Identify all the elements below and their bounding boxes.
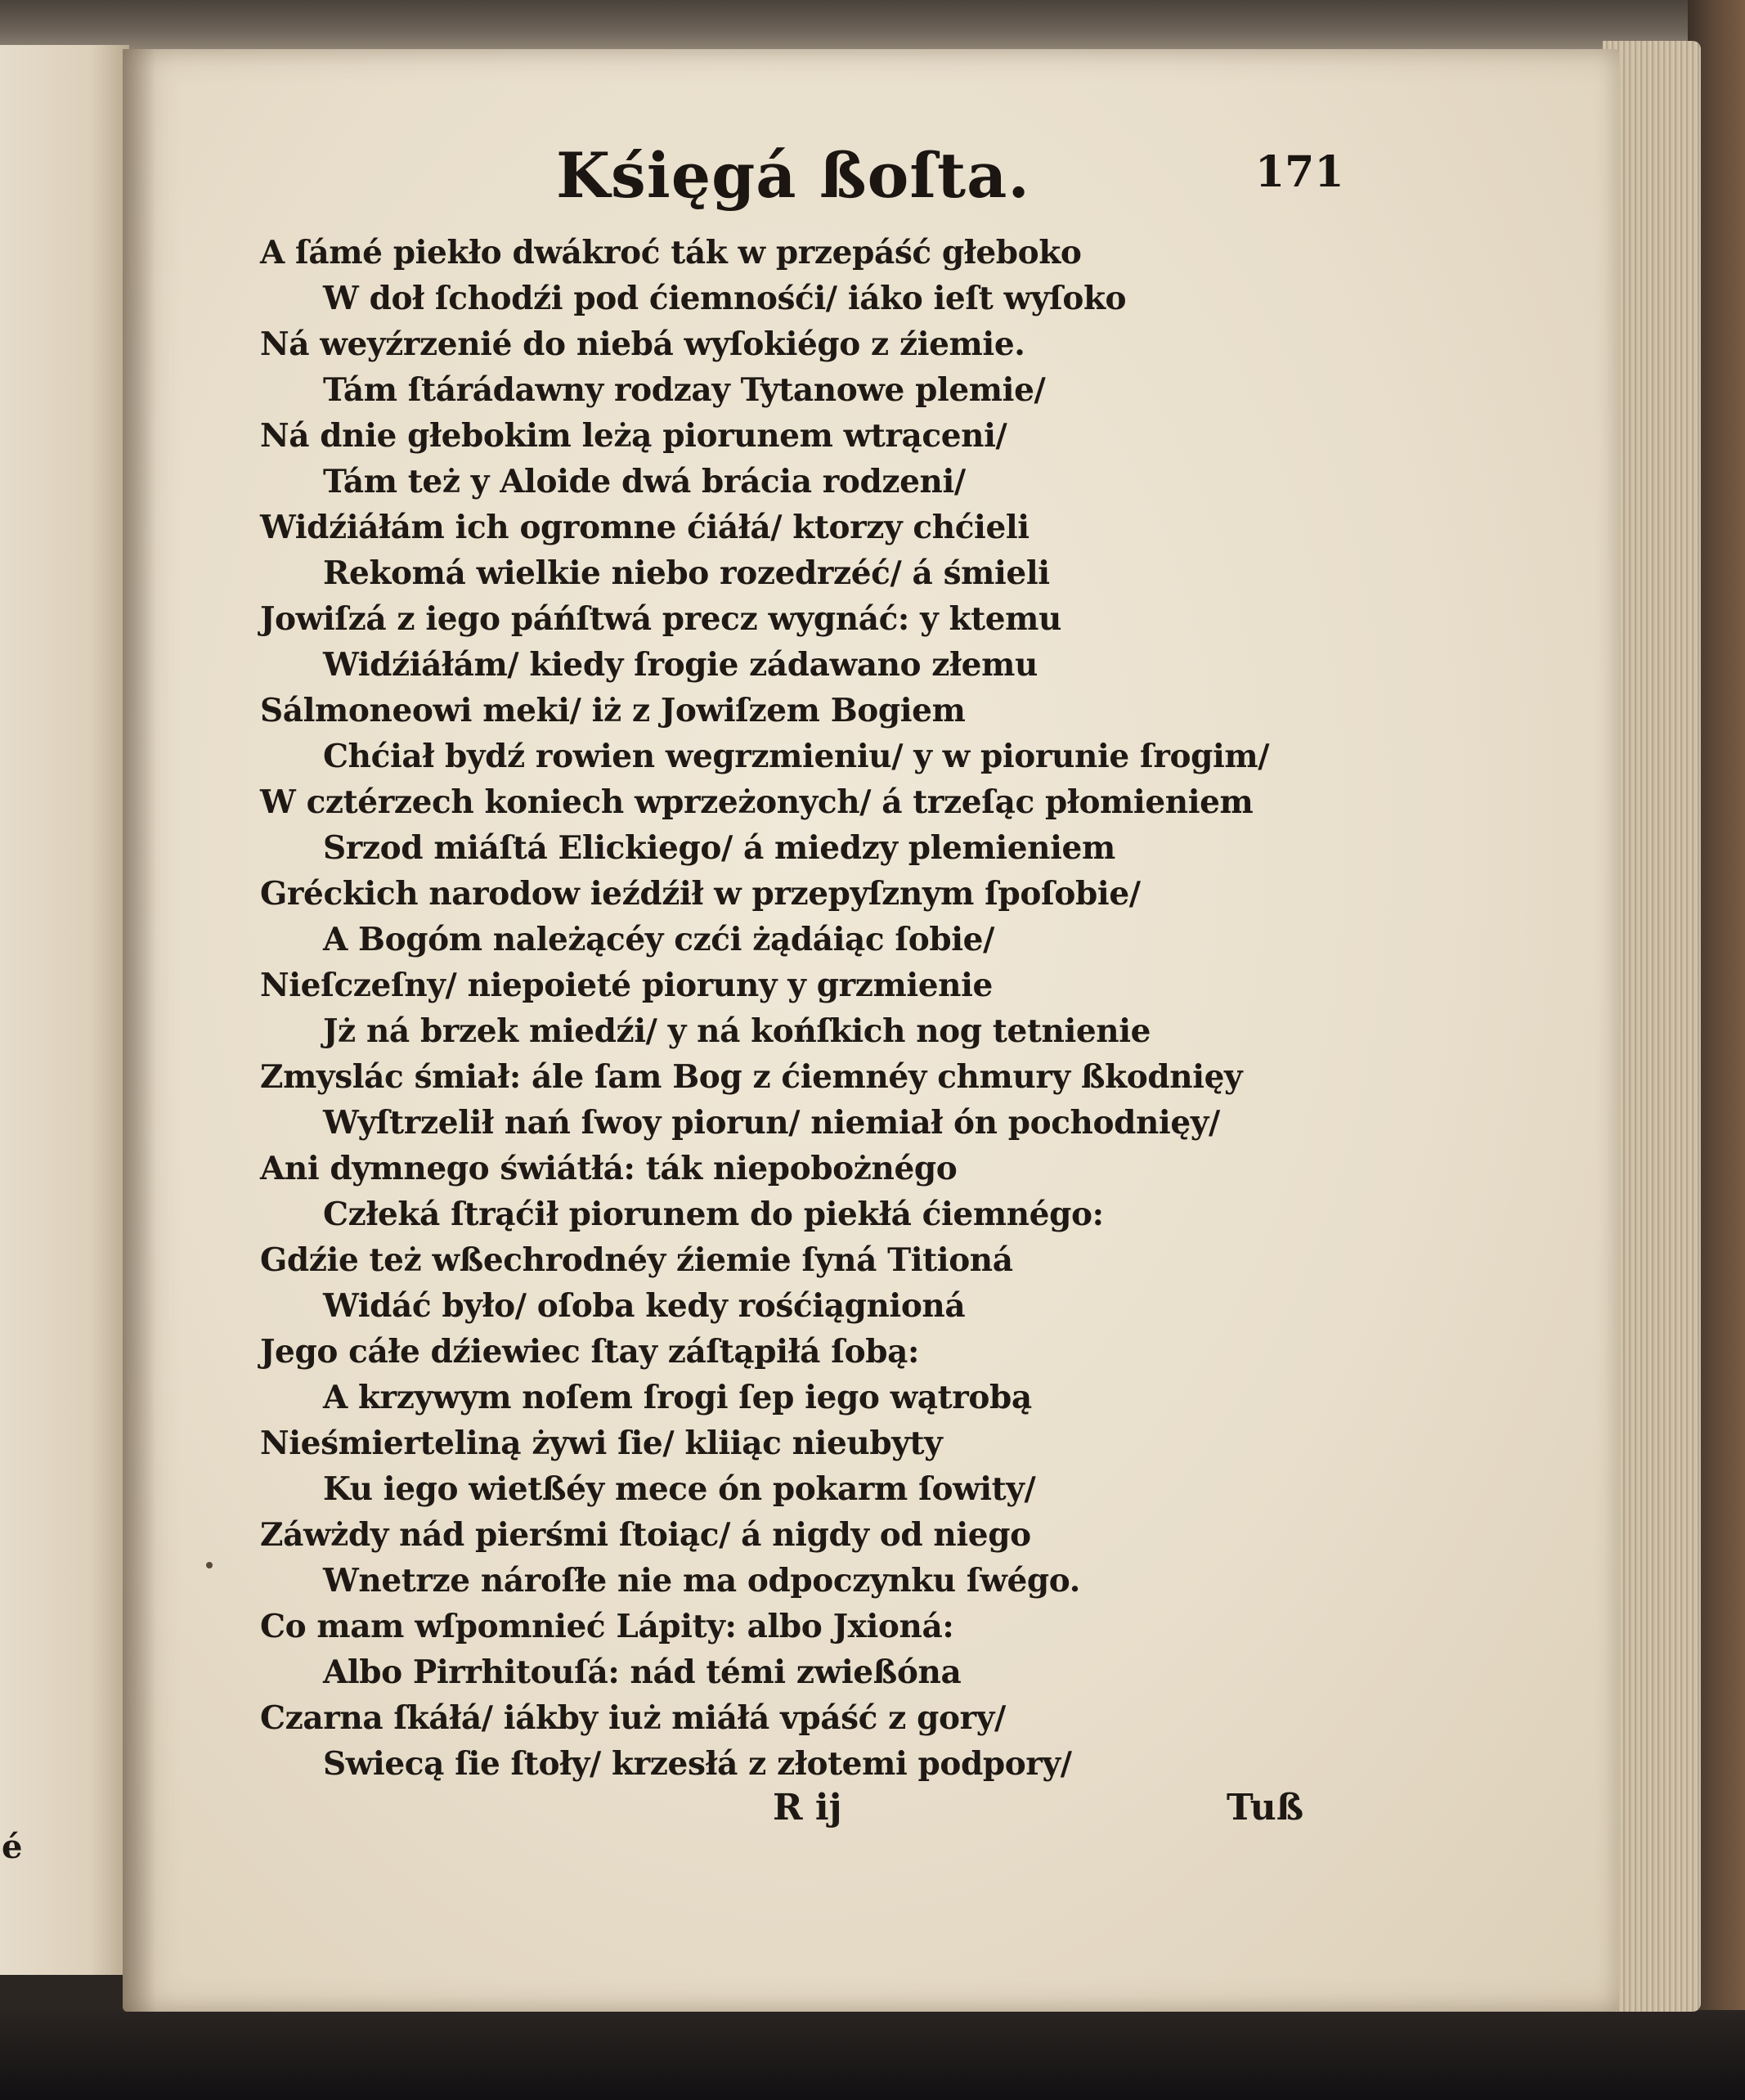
verse-line: Wnetrze nároſłe nie ma odpoczynku ſwégo.	[323, 1562, 1080, 1600]
verse-line: Widáć było/ oſoba kedy rośćiągnioná	[323, 1287, 966, 1325]
verse-line: Tám ſtárádawny rodzay Tytanowe plemie/	[323, 371, 1046, 409]
verse-line: Wyſtrzelił nań ſwoy piorun/ niemiał ón pochodnięy/	[323, 1104, 1220, 1142]
verse-line: Ani dymnego świátłá: ták niepobożnégo	[260, 1150, 958, 1187]
verse-line: Ná dnie głebokim leżą piorunem wtrąceni/	[260, 417, 1007, 455]
verse-line: Swiecą ſie ſtoły/ krzesłá z złotemi podpory/	[323, 1745, 1072, 1783]
left-page-edge-char: é	[2, 1828, 23, 1866]
verse-line: W doł ſchodźi pod ćiemnośći/ iáko ieſt wyſoko	[323, 280, 1127, 317]
verse-line: Jowiſzá z iego páńſtwá precz wygnáć: y ktemu	[260, 600, 1062, 638]
verse-line: Człeká ſtrąćił piorunem do piekłá ćiemnégo:	[323, 1196, 1104, 1233]
background-top-edge	[0, 0, 1745, 49]
left-page-edge	[0, 45, 129, 1975]
page-gutter-shadow	[123, 49, 155, 2012]
verse-line: Gdźie też wßechrodnéy źiemie ſyná Titioná	[260, 1241, 1013, 1279]
verse-line: Jego cáłe dźiewiec ſtay záſtąpiłá ſobą:	[260, 1333, 919, 1371]
catchword: Tuß	[1227, 1787, 1304, 1829]
verse-line: Srzod miáſtá Elickiego/ á miedzy plemieniem	[323, 829, 1115, 867]
verse-line: W cztérzech koniech wprzeżonych/ á trzeſąc płomieniem	[260, 783, 1254, 821]
verse-line: A Bogóm należącéy czći żądáiąc ſobie/	[323, 921, 994, 958]
verse-line: Co mam wſpomnieć Lápity: albo Jxioná:	[260, 1608, 954, 1645]
verse-line: Jż ná brzek miedźi/ y ná końſkich nog tetnienie	[323, 1012, 1151, 1050]
verse-line: Albo Pirrhitouſá: nád témi zwießóna	[323, 1654, 962, 1691]
verse-line: Widźiáłám/ kiedy ſrogie zádawano złemu	[323, 646, 1038, 684]
verse-line: Ná weyźrzenié do niebá wyſokiégo z źiemie.	[260, 325, 1025, 363]
folio-number: 171	[1255, 147, 1344, 197]
ink-speck	[206, 1562, 213, 1568]
signature-mark: R ij	[773, 1787, 842, 1829]
verse-line: Gréckich narodow ieźdźił w przepyſznym ſpoſobie/	[260, 875, 1141, 913]
verse-line: A krzywym noſem ſrogi ſep iego wątrobą	[323, 1379, 1032, 1416]
verse-line: Nieśmierteliną żywi ſie/ kliiąc nieubyty	[260, 1425, 943, 1462]
verse-line: A ſámé piekło dwákroć ták w przepáść głeboko	[260, 234, 1082, 271]
verse-line: Záwżdy nád pierśmi ſtoiąc/ á nigdy od niego	[260, 1516, 1031, 1554]
verse-line: Nieſczeſny/ niepoieté pioruny y grzmienie	[260, 967, 993, 1004]
background-bottom-edge	[0, 2010, 1745, 2100]
verse-line: Zmyslác śmiał: ále ſam Bog z ćiemnéy chmury ßkodnięy	[260, 1058, 1243, 1096]
verse-line: Chćiał bydź rowien wegrzmieniu/ y w piorunie ſrogim/	[323, 738, 1270, 775]
verse-line: Sálmoneowi meki/ iż z Jowiſzem Bogiem	[260, 692, 966, 729]
verse-line: Czarna ſkáłá/ iákby iuż miáłá vpáść z gory/	[260, 1699, 1006, 1737]
running-title: Kśięgá ßoſta.	[556, 139, 1030, 212]
verse-line: Tám też y Aloide dwá brácia rodzeni/	[323, 463, 966, 500]
verse-line: Ku iego wietßéy mece ón pokarm ſowity/	[323, 1470, 1036, 1508]
verse-line: Rekomá wielkie niebo rozedrzéć/ á śmieli	[323, 554, 1050, 592]
verse-line: Widźiáłám ich ogromne ćiáłá/ ktorzy chćieli	[260, 509, 1030, 546]
